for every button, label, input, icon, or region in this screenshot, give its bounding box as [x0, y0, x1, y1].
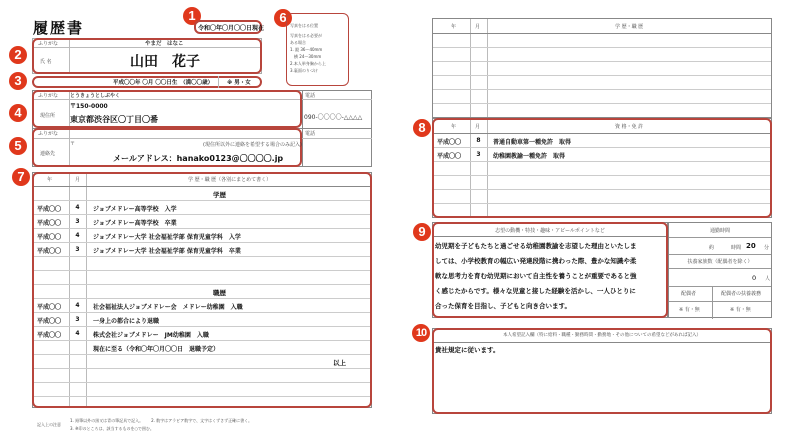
- dependents-label: 扶養家族数（配偶者を除く）: [687, 259, 753, 265]
- badge-10: 10: [412, 324, 430, 342]
- motivation-line: 軟な思考力を育む幼児期において自主性を養うことが重要であると強: [435, 272, 637, 280]
- header-title: 学 歴・職 歴: [615, 24, 644, 30]
- name-value[interactable]: 山田 花子: [130, 54, 200, 70]
- row-month: 4: [75, 232, 80, 239]
- gender-select[interactable]: ※ 男・女: [227, 80, 251, 86]
- row-month: 4: [75, 204, 80, 211]
- row-year: 平成〇〇: [437, 153, 462, 160]
- wishes-value: 貴社規定に従います。: [435, 346, 500, 354]
- row-year: 平成〇〇: [37, 332, 62, 339]
- address-postal[interactable]: 〒150-0000: [70, 103, 108, 110]
- phone-label: 電話: [305, 93, 316, 99]
- row-year: 平成〇〇: [437, 139, 462, 146]
- address-label: 現住所: [40, 113, 56, 119]
- header-year: 年: [451, 24, 457, 30]
- header-year: 年: [451, 124, 457, 130]
- table-row[interactable]: [433, 76, 771, 90]
- table-row[interactable]: [433, 62, 771, 76]
- row-text: 現在に至る（令和〇年〇月〇〇日 退職予定）: [93, 346, 220, 353]
- photo-line: 写真をはる必要が: [290, 33, 322, 38]
- dependents-unit: 人: [765, 276, 771, 282]
- row-month: 3: [476, 151, 481, 158]
- commute-label: 通勤時間: [709, 228, 730, 234]
- work-heading: 職歴: [213, 289, 226, 297]
- table-row[interactable]: [433, 34, 771, 48]
- spouse-support-value[interactable]: ※ 有・無: [730, 307, 751, 313]
- row-text: 株式会社ジョブメドレー JM幼稚園 入職: [93, 332, 209, 339]
- contact-note: (現住所以外に連絡を希望する場合のみ記入): [203, 142, 302, 148]
- row-year: 平成〇〇: [37, 206, 62, 213]
- divider: [669, 301, 771, 302]
- header-month: 月: [74, 177, 80, 183]
- header-title: 資 格・免 許: [615, 124, 644, 130]
- divider: [669, 286, 771, 287]
- date-line[interactable]: 令和〇年〇月〇〇日現在: [198, 25, 265, 32]
- header-title: 学 歴・職 歴（各別にまとめて書く）: [188, 177, 272, 183]
- divider: [302, 138, 372, 139]
- header-month: 月: [474, 124, 480, 130]
- commute-about: 約: [709, 245, 715, 251]
- row-text: 幼稚園教諭一種免許 取得: [493, 153, 566, 160]
- divider: [669, 254, 771, 255]
- notes-line-2: 3. ※印のところは、該当するものを○で囲む。: [70, 426, 154, 431]
- photo-line: 写真をはる位置: [290, 23, 318, 28]
- badge-6: 6: [274, 9, 292, 27]
- right-history-table: [432, 18, 772, 118]
- divider: [712, 286, 713, 319]
- divider: [669, 268, 771, 269]
- row-year: 平成〇〇: [37, 248, 62, 255]
- row-month: 4: [75, 330, 80, 337]
- name-label: 氏 名: [40, 59, 52, 65]
- row-text: 普通自動車第一種免許 取得: [493, 139, 572, 146]
- row-year: 平成〇〇: [37, 318, 62, 325]
- commute-minutes[interactable]: 20: [746, 242, 756, 250]
- row-text: ジョブメドレー大学 社会福祉学部 保育児童学科 入学: [93, 234, 241, 241]
- badge-9: 9: [413, 223, 431, 241]
- contact-email[interactable]: メールアドレス：hanako0123@〇〇〇〇.jp: [113, 154, 284, 163]
- commute-hours-label: 時間: [731, 245, 742, 251]
- right-history-header: [433, 19, 771, 34]
- row-year: 平成〇〇: [37, 304, 62, 311]
- photo-line: 2.本人単身胸から上: [290, 61, 326, 66]
- motivation-line: く感じたからです。様々な児童と接した経験を活かし、一人ひとりに: [435, 287, 636, 295]
- row-month: 4: [75, 302, 80, 309]
- wishes-highlight: [432, 328, 772, 414]
- motivation-header: 志望の動機・特技・趣味・アピールポイントなど: [495, 228, 605, 234]
- divider: [302, 99, 372, 100]
- row-text: ジョブメドレー大学 社会福祉学部 保育児童学科 卒業: [93, 248, 241, 255]
- header-month: 月: [474, 24, 480, 30]
- contact-furigana-label: ふりがな: [38, 131, 59, 137]
- address-furigana-label: ふりがな: [38, 93, 59, 99]
- badge-5: 5: [9, 137, 27, 155]
- notes-line-1: 1. 鉛筆以外の黒又は青の筆記具で記入。 2. 数字はアラビア数字で、文字はくずさず正確に書く。: [70, 418, 253, 423]
- spouse-label: 配偶者: [681, 291, 697, 297]
- photo-line: 横 24〜30mm: [290, 54, 322, 59]
- commute-minutes-label: 分: [764, 245, 770, 251]
- notes-label: 記入上の注意: [37, 422, 61, 427]
- table-row[interactable]: [433, 90, 771, 104]
- photo-instructions: [290, 22, 326, 74]
- contact-label: 連絡先: [40, 151, 56, 157]
- row-text: 社会福祉法人ジョブメドレー会 メドレー幼稚園 入職: [93, 304, 243, 311]
- end-mark: 以上: [333, 359, 346, 367]
- contact-phone-label: 電話: [305, 131, 316, 137]
- address-furigana-value[interactable]: とうきょうとしぶやく: [70, 93, 121, 99]
- motivation-highlight: [432, 222, 668, 318]
- history-highlight: [32, 172, 372, 408]
- motivation-line: 幼児期を子どもたちと過ごせる幼稚園教諭を志望した理由といたしま: [435, 242, 637, 250]
- row-year: 平成〇〇: [37, 234, 62, 241]
- badge-4: 4: [9, 104, 27, 122]
- spouse-support-label: 配偶者の扶養義務: [721, 291, 762, 297]
- row-text: ジョブメドレー高等学校 卒業: [93, 220, 177, 227]
- education-heading: 学歴: [213, 191, 226, 199]
- badge-2: 2: [9, 46, 27, 64]
- row-text: 一身上の都合により退職: [93, 318, 160, 325]
- row-year: 平成〇〇: [37, 220, 62, 227]
- badge-7: 7: [12, 168, 30, 186]
- divider: [218, 76, 219, 88]
- photo-line: ある場合: [290, 40, 306, 45]
- dependents-value[interactable]: 0: [752, 274, 757, 282]
- motivation-line: しては、小学校教育の幅広い発達段階に携わった際、豊かな知識や柔: [435, 257, 637, 265]
- row-text: ジョブメドレー高等学校 入学: [93, 206, 177, 213]
- row-month: 3: [75, 246, 80, 253]
- contact-postal[interactable]: 〒: [70, 141, 76, 147]
- spouse-value[interactable]: ※ 有・無: [679, 307, 700, 313]
- header-year: 年: [47, 177, 53, 183]
- table-row[interactable]: [433, 104, 771, 118]
- badge-3: 3: [9, 72, 27, 90]
- wishes-header: 本人希望記入欄（特に給料・職種・勤務時間・勤務地・その他についての希望などがあれば記入）: [503, 333, 701, 338]
- phone-value[interactable]: 090-〇〇〇〇-△△△△: [304, 114, 363, 121]
- document-title: 履歴書: [33, 19, 85, 37]
- badge-8: 8: [413, 119, 431, 137]
- row-month: 8: [476, 137, 481, 144]
- row-month: 3: [75, 218, 80, 225]
- motivation-line: 合った保育を目指し、子どもと向き合います。: [435, 302, 571, 310]
- furigana-value[interactable]: やまだ はなこ: [145, 41, 184, 47]
- address-value[interactable]: 東京都渋谷区〇丁目〇番: [70, 115, 158, 124]
- photo-line: 3.裏面のりづけ: [290, 68, 318, 73]
- licenses-highlight: [432, 118, 772, 218]
- table-row[interactable]: [433, 48, 771, 62]
- birth-date[interactable]: 平成〇〇年 〇月 〇〇日生 （満〇〇歳）: [113, 80, 214, 86]
- photo-line: 1. 縦 36〜40mm: [290, 47, 323, 52]
- side-info-table: [668, 222, 772, 318]
- row-month: 3: [75, 316, 80, 323]
- divider: [669, 237, 771, 238]
- badge-1: 1: [183, 7, 201, 25]
- furigana-label: ふりがな: [38, 41, 59, 47]
